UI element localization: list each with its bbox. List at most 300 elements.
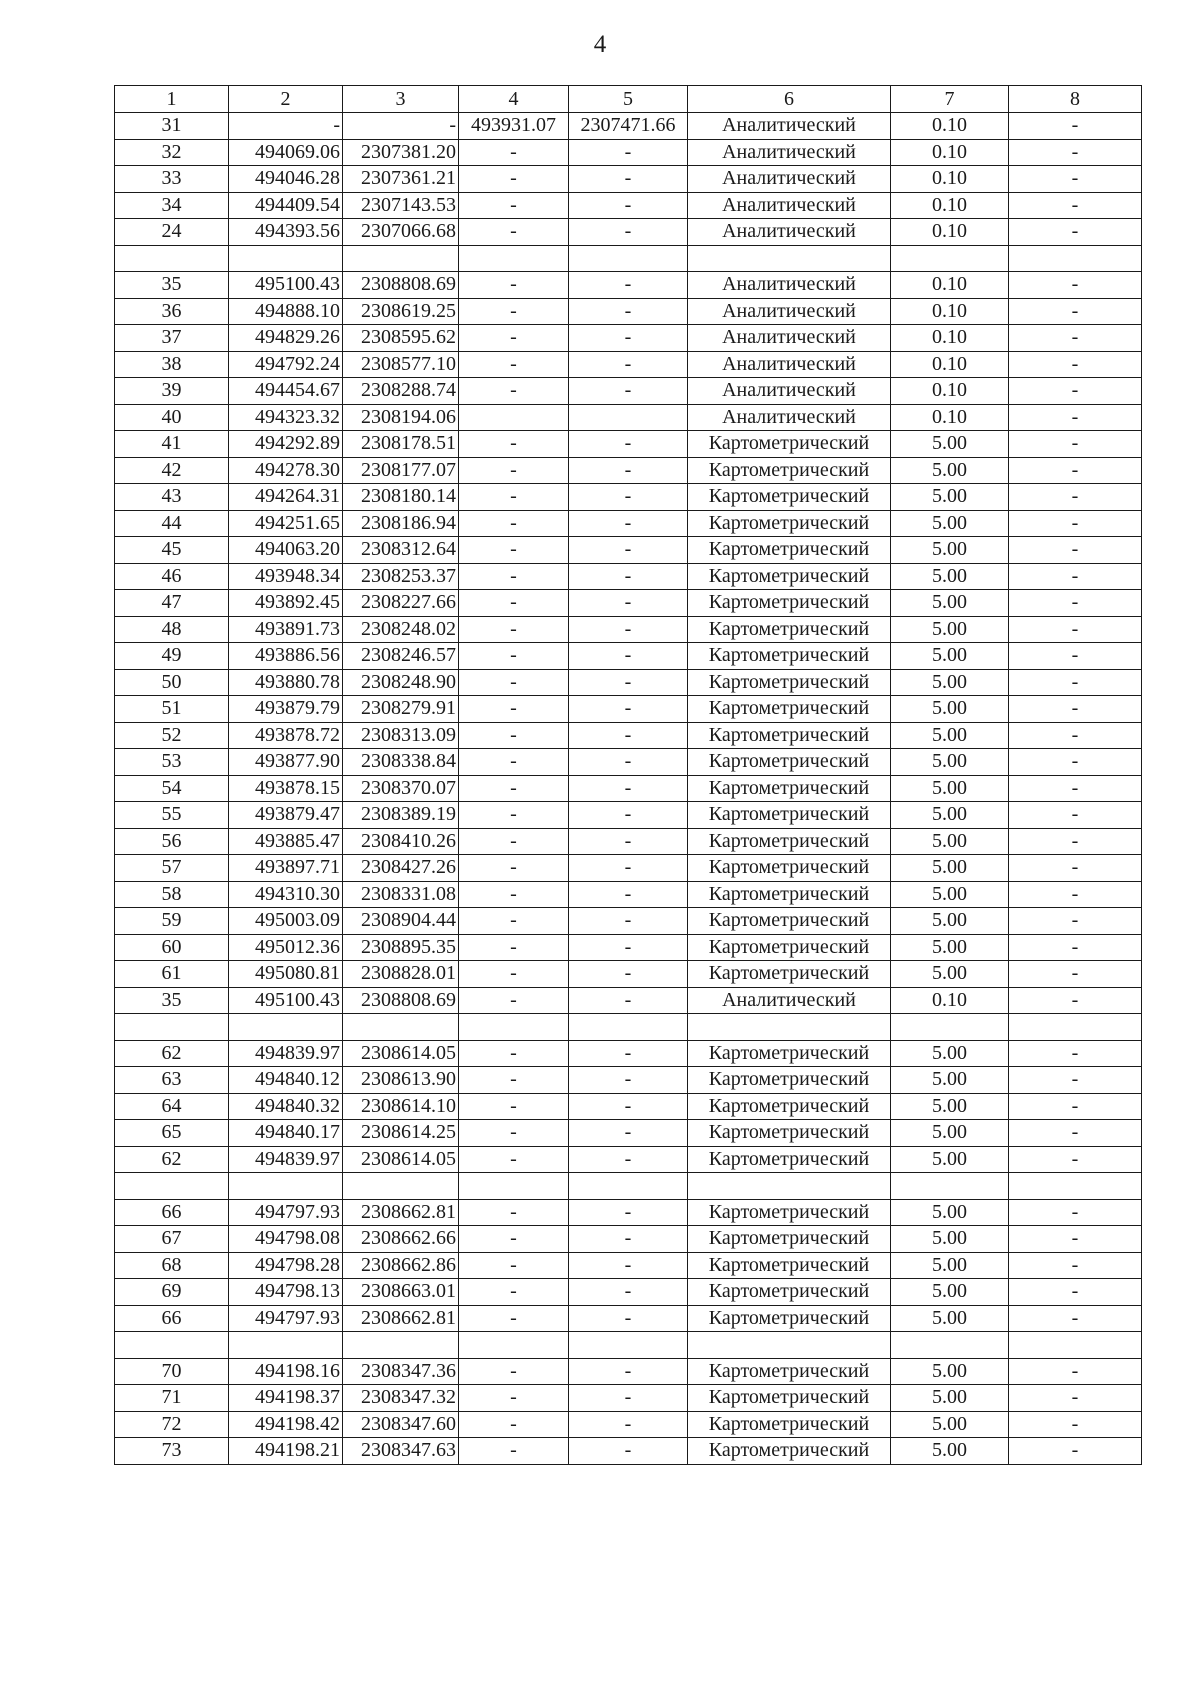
cell-point-number [115, 1173, 229, 1200]
cell-x-existing: 494198.21 [229, 1438, 343, 1465]
cell-method: Картометрический [688, 722, 891, 749]
cell-y-existing: 2308662.86 [343, 1252, 459, 1279]
cell-x-existing: 494840.17 [229, 1120, 343, 1147]
cell-x-new: - [459, 855, 569, 882]
cell-x-new: - [459, 219, 569, 246]
cell-x-new: - [459, 1146, 569, 1173]
cell-y-existing [343, 245, 459, 272]
cell-description [1009, 1332, 1142, 1359]
cell-x-new: - [459, 351, 569, 378]
cell-y-new: - [569, 1252, 688, 1279]
cell-method: Картометрический [688, 563, 891, 590]
cell-x-existing: 493948.34 [229, 563, 343, 590]
cell-accuracy: 5.00 [891, 431, 1009, 458]
cell-point-number: 64 [115, 1093, 229, 1120]
cell-method: Аналитический [688, 192, 891, 219]
cell-method: Картометрический [688, 1252, 891, 1279]
cell-y-existing: 2308312.64 [343, 537, 459, 564]
cell-accuracy [891, 1014, 1009, 1041]
table-row [115, 1305, 1142, 1332]
cell-accuracy: 5.00 [891, 1438, 1009, 1465]
cell-y-new: - [569, 378, 688, 405]
cell-description: - [1009, 643, 1142, 670]
table-row [115, 802, 1142, 829]
cell-x-existing: 494839.97 [229, 1040, 343, 1067]
cell-y-new: - [569, 775, 688, 802]
cell-x-existing: 493878.72 [229, 722, 343, 749]
cell-description: - [1009, 219, 1142, 246]
cell-method: Аналитический [688, 272, 891, 299]
cell-y-new: - [569, 1385, 688, 1412]
cell-point-number: 59 [115, 908, 229, 935]
cell-x-existing [229, 1173, 343, 1200]
cell-x-existing: 494278.30 [229, 457, 343, 484]
separator-row [115, 245, 1142, 272]
cell-x-existing: 495100.43 [229, 272, 343, 299]
cell-y-existing: 2308178.51 [343, 431, 459, 458]
cell-point-number: 72 [115, 1411, 229, 1438]
cell-accuracy: 5.00 [891, 484, 1009, 511]
cell-x-existing: 494264.31 [229, 484, 343, 511]
cell-y-existing: 2308904.44 [343, 908, 459, 935]
cell-y-existing: 2308895.35 [343, 934, 459, 961]
cell-x-existing: 494310.30 [229, 881, 343, 908]
table-row [115, 881, 1142, 908]
cell-method: Аналитический [688, 219, 891, 246]
cell-description: - [1009, 537, 1142, 564]
cell-y-new: - [569, 1411, 688, 1438]
cell-description [1009, 245, 1142, 272]
cell-description: - [1009, 192, 1142, 219]
cell-accuracy: 5.00 [891, 1411, 1009, 1438]
table-row [115, 537, 1142, 564]
cell-point-number: 24 [115, 219, 229, 246]
cell-method: Картометрический [688, 616, 891, 643]
cell-y-existing: 2308577.10 [343, 351, 459, 378]
cell-x-existing: 493885.47 [229, 828, 343, 855]
table-row [115, 1146, 1142, 1173]
cell-method: Картометрический [688, 1385, 891, 1412]
cell-description: - [1009, 1093, 1142, 1120]
cell-y-new: - [569, 219, 688, 246]
cell-description: - [1009, 484, 1142, 511]
cell-y-existing: 2308227.66 [343, 590, 459, 617]
cell-description: - [1009, 1358, 1142, 1385]
cell-description: - [1009, 325, 1142, 352]
cell-accuracy [891, 245, 1009, 272]
table-row [115, 457, 1142, 484]
cell-description: - [1009, 431, 1142, 458]
cell-y-existing: 2308347.63 [343, 1438, 459, 1465]
cell-description: - [1009, 1226, 1142, 1253]
cell-x-new: - [459, 378, 569, 405]
cell-y-existing: 2307381.20 [343, 139, 459, 166]
cell-method: Картометрический [688, 881, 891, 908]
separator-row [115, 1014, 1142, 1041]
cell-y-existing: 2308410.26 [343, 828, 459, 855]
cell-x-existing: 493891.73 [229, 616, 343, 643]
cell-y-new: - [569, 537, 688, 564]
cell-point-number: 36 [115, 298, 229, 325]
cell-x-existing: 493877.90 [229, 749, 343, 776]
cell-description: - [1009, 881, 1142, 908]
cell-x-new [459, 1173, 569, 1200]
cell-point-number: 41 [115, 431, 229, 458]
cell-method: Аналитический [688, 298, 891, 325]
cell-method: Картометрический [688, 1146, 891, 1173]
cell-point-number: 54 [115, 775, 229, 802]
cell-accuracy: 5.00 [891, 855, 1009, 882]
cell-description: - [1009, 802, 1142, 829]
table-row [115, 1120, 1142, 1147]
cell-point-number: 37 [115, 325, 229, 352]
cell-accuracy: 5.00 [891, 802, 1009, 829]
cell-x-new: - [459, 696, 569, 723]
cell-accuracy: 0.10 [891, 987, 1009, 1014]
cell-point-number: 71 [115, 1385, 229, 1412]
table-row [115, 219, 1142, 246]
cell-x-new: - [459, 1411, 569, 1438]
cell-y-new: - [569, 934, 688, 961]
cell-accuracy: 0.10 [891, 325, 1009, 352]
cell-y-new: - [569, 1067, 688, 1094]
cell-x-new: - [459, 166, 569, 193]
cell-accuracy: 5.00 [891, 775, 1009, 802]
cell-description: - [1009, 934, 1142, 961]
cell-y-new: - [569, 1120, 688, 1147]
header-cell: 4 [459, 86, 569, 113]
cell-y-existing: - [343, 113, 459, 140]
cell-x-existing: 495012.36 [229, 934, 343, 961]
cell-y-new: - [569, 1226, 688, 1253]
cell-method [688, 1173, 891, 1200]
cell-description: - [1009, 590, 1142, 617]
cell-method: Картометрический [688, 1226, 891, 1253]
table-row [115, 749, 1142, 776]
cell-description: - [1009, 961, 1142, 988]
cell-y-new: - [569, 139, 688, 166]
table-row [115, 192, 1142, 219]
cell-method: Картометрический [688, 1093, 891, 1120]
cell-accuracy: 0.10 [891, 192, 1009, 219]
table-row [115, 1199, 1142, 1226]
cell-point-number: 43 [115, 484, 229, 511]
cell-y-existing: 2308194.06 [343, 404, 459, 431]
cell-y-new: - [569, 696, 688, 723]
cell-accuracy: 5.00 [891, 1199, 1009, 1226]
cell-y-existing: 2308619.25 [343, 298, 459, 325]
cell-x-new: - [459, 961, 569, 988]
cell-y-existing: 2308389.19 [343, 802, 459, 829]
cell-x-new: - [459, 537, 569, 564]
cell-x-new: - [459, 1305, 569, 1332]
cell-x-existing: 493897.71 [229, 855, 343, 882]
cell-y-existing: 2308248.90 [343, 669, 459, 696]
table-row [115, 987, 1142, 1014]
cell-accuracy: 5.00 [891, 1305, 1009, 1332]
cell-y-new: - [569, 1093, 688, 1120]
cell-accuracy: 5.00 [891, 1093, 1009, 1120]
cell-accuracy: 5.00 [891, 669, 1009, 696]
cell-x-new: - [459, 1226, 569, 1253]
cell-x-existing: - [229, 113, 343, 140]
cell-y-new: - [569, 669, 688, 696]
cell-x-new [459, 404, 569, 431]
cell-y-existing: 2308662.81 [343, 1305, 459, 1332]
cell-point-number: 61 [115, 961, 229, 988]
header-row [115, 86, 1142, 113]
cell-point-number: 63 [115, 1067, 229, 1094]
cell-method: Картометрический [688, 484, 891, 511]
cell-x-new: - [459, 802, 569, 829]
cell-x-new: - [459, 1358, 569, 1385]
cell-method: Картометрический [688, 1438, 891, 1465]
cell-method: Аналитический [688, 351, 891, 378]
cell-point-number: 33 [115, 166, 229, 193]
cell-point-number: 50 [115, 669, 229, 696]
cell-x-existing: 494888.10 [229, 298, 343, 325]
table-row [115, 616, 1142, 643]
cell-x-existing: 494798.28 [229, 1252, 343, 1279]
cell-point-number: 60 [115, 934, 229, 961]
cell-y-new: - [569, 166, 688, 193]
cell-x-existing: 494063.20 [229, 537, 343, 564]
cell-description: - [1009, 510, 1142, 537]
cell-y-new: - [569, 1146, 688, 1173]
cell-description: - [1009, 855, 1142, 882]
cell-method: Картометрический [688, 749, 891, 776]
cell-y-existing: 2308347.60 [343, 1411, 459, 1438]
cell-y-new: - [569, 590, 688, 617]
cell-accuracy: 5.00 [891, 1385, 1009, 1412]
table-row [115, 828, 1142, 855]
cell-method: Картометрический [688, 1040, 891, 1067]
header-cell: 6 [688, 86, 891, 113]
cell-y-new: 2307471.66 [569, 113, 688, 140]
cell-accuracy: 5.00 [891, 1279, 1009, 1306]
cell-y-existing: 2308370.07 [343, 775, 459, 802]
cell-y-new: - [569, 563, 688, 590]
cell-x-existing: 494198.16 [229, 1358, 343, 1385]
cell-y-new: - [569, 643, 688, 670]
cell-y-new: - [569, 1305, 688, 1332]
cell-x-new: - [459, 749, 569, 776]
cell-x-new: - [459, 908, 569, 935]
cell-x-existing [229, 245, 343, 272]
cell-y-existing: 2308808.69 [343, 272, 459, 299]
cell-accuracy: 5.00 [891, 616, 1009, 643]
cell-description: - [1009, 1146, 1142, 1173]
cell-x-existing: 493878.15 [229, 775, 343, 802]
cell-x-new: - [459, 298, 569, 325]
cell-x-new: - [459, 643, 569, 670]
cell-description: - [1009, 351, 1142, 378]
cell-point-number: 62 [115, 1146, 229, 1173]
cell-y-existing: 2308662.66 [343, 1226, 459, 1253]
cell-y-new: - [569, 961, 688, 988]
cell-point-number: 45 [115, 537, 229, 564]
cell-y-existing: 2308338.84 [343, 749, 459, 776]
cell-y-new: - [569, 272, 688, 299]
cell-y-existing: 2308288.74 [343, 378, 459, 405]
cell-accuracy: 5.00 [891, 749, 1009, 776]
cell-description: - [1009, 1067, 1142, 1094]
cell-description [1009, 1173, 1142, 1200]
cell-y-existing: 2308246.57 [343, 643, 459, 670]
cell-accuracy: 0.10 [891, 351, 1009, 378]
cell-x-new: - [459, 1279, 569, 1306]
cell-x-new: - [459, 563, 569, 590]
cell-x-new: - [459, 431, 569, 458]
cell-x-new: - [459, 722, 569, 749]
cell-y-existing: 2308313.09 [343, 722, 459, 749]
cell-description: - [1009, 113, 1142, 140]
table-row [115, 404, 1142, 431]
cell-point-number: 62 [115, 1040, 229, 1067]
cell-x-new: - [459, 325, 569, 352]
cell-x-existing: 494292.89 [229, 431, 343, 458]
table-row [115, 590, 1142, 617]
cell-y-new: - [569, 325, 688, 352]
cell-y-existing: 2308279.91 [343, 696, 459, 723]
table-row [115, 961, 1142, 988]
table-row [115, 298, 1142, 325]
cell-x-new: - [459, 1385, 569, 1412]
cell-x-new: - [459, 510, 569, 537]
table-row [115, 1279, 1142, 1306]
table-row [115, 1040, 1142, 1067]
cell-description: - [1009, 775, 1142, 802]
separator-row [115, 1332, 1142, 1359]
cell-y-new: - [569, 802, 688, 829]
cell-method: Картометрический [688, 1305, 891, 1332]
table-row [115, 1411, 1142, 1438]
cell-y-new: - [569, 1199, 688, 1226]
cell-method: Картометрический [688, 775, 891, 802]
cell-point-number: 53 [115, 749, 229, 776]
cell-y-existing: 2308248.02 [343, 616, 459, 643]
cell-x-new: - [459, 1199, 569, 1226]
cell-description: - [1009, 404, 1142, 431]
cell-description: - [1009, 139, 1142, 166]
cell-y-new: - [569, 987, 688, 1014]
cell-accuracy: 5.00 [891, 457, 1009, 484]
cell-y-existing: 2308595.62 [343, 325, 459, 352]
cell-y-existing: 2308808.69 [343, 987, 459, 1014]
cell-x-existing: 494409.54 [229, 192, 343, 219]
cell-accuracy: 5.00 [891, 696, 1009, 723]
cell-y-new: - [569, 510, 688, 537]
cell-point-number: 70 [115, 1358, 229, 1385]
table-row [115, 563, 1142, 590]
cell-x-new: - [459, 616, 569, 643]
cell-method: Картометрический [688, 510, 891, 537]
cell-y-new: - [569, 298, 688, 325]
cell-y-existing: 2308663.01 [343, 1279, 459, 1306]
cell-accuracy [891, 1332, 1009, 1359]
cell-y-existing: 2308331.08 [343, 881, 459, 908]
cell-x-existing: 494251.65 [229, 510, 343, 537]
table-row [115, 1093, 1142, 1120]
cell-x-existing: 493880.78 [229, 669, 343, 696]
cell-description: - [1009, 166, 1142, 193]
cell-accuracy: 0.10 [891, 139, 1009, 166]
cell-accuracy: 5.00 [891, 1252, 1009, 1279]
cell-method: Картометрический [688, 431, 891, 458]
cell-point-number: 66 [115, 1305, 229, 1332]
cell-method: Аналитический [688, 987, 891, 1014]
header-cell: 3 [343, 86, 459, 113]
table-row [115, 1438, 1142, 1465]
table-row [115, 1226, 1142, 1253]
header-cell: 8 [1009, 86, 1142, 113]
cell-accuracy: 5.00 [891, 510, 1009, 537]
cell-description: - [1009, 378, 1142, 405]
cell-x-new: - [459, 1067, 569, 1094]
cell-x-new: - [459, 1093, 569, 1120]
cell-point-number: 44 [115, 510, 229, 537]
cell-point-number: 57 [115, 855, 229, 882]
cell-accuracy: 5.00 [891, 643, 1009, 670]
cell-description: - [1009, 1120, 1142, 1147]
cell-point-number: 47 [115, 590, 229, 617]
cell-description: - [1009, 1305, 1142, 1332]
table-row [115, 1385, 1142, 1412]
cell-y-existing: 2308614.05 [343, 1146, 459, 1173]
cell-y-new: - [569, 616, 688, 643]
cell-x-new: - [459, 590, 569, 617]
cell-method: Аналитический [688, 166, 891, 193]
cell-x-new: - [459, 1040, 569, 1067]
table-row [115, 1252, 1142, 1279]
cell-method: Картометрический [688, 1279, 891, 1306]
cell-y-existing: 2307361.21 [343, 166, 459, 193]
cell-x-existing: 494798.13 [229, 1279, 343, 1306]
cell-point-number [115, 245, 229, 272]
cell-y-existing: 2308662.81 [343, 1199, 459, 1226]
cell-x-existing: 494198.37 [229, 1385, 343, 1412]
page-number: 4 [593, 31, 607, 58]
cell-method: Картометрический [688, 1067, 891, 1094]
cell-point-number: 35 [115, 272, 229, 299]
cell-y-existing: 2308253.37 [343, 563, 459, 590]
cell-point-number [115, 1332, 229, 1359]
cell-x-new: - [459, 987, 569, 1014]
cell-y-existing [343, 1332, 459, 1359]
cell-point-number: 56 [115, 828, 229, 855]
cell-method [688, 1332, 891, 1359]
cell-accuracy: 5.00 [891, 1067, 1009, 1094]
table-row [115, 139, 1142, 166]
table-row [115, 934, 1142, 961]
cell-method: Картометрический [688, 669, 891, 696]
cell-accuracy: 0.10 [891, 404, 1009, 431]
cell-x-new: - [459, 1252, 569, 1279]
cell-x-existing: 494792.24 [229, 351, 343, 378]
cell-x-existing: 494454.67 [229, 378, 343, 405]
cell-x-existing: 494829.26 [229, 325, 343, 352]
cell-x-existing: 494323.32 [229, 404, 343, 431]
cell-method: Аналитический [688, 404, 891, 431]
cell-accuracy: 0.10 [891, 378, 1009, 405]
cell-point-number: 46 [115, 563, 229, 590]
cell-method [688, 1014, 891, 1041]
cell-point-number: 49 [115, 643, 229, 670]
coordinates-table [114, 85, 1142, 1465]
cell-y-new: - [569, 828, 688, 855]
cell-y-existing: 2307143.53 [343, 192, 459, 219]
cell-accuracy: 5.00 [891, 537, 1009, 564]
